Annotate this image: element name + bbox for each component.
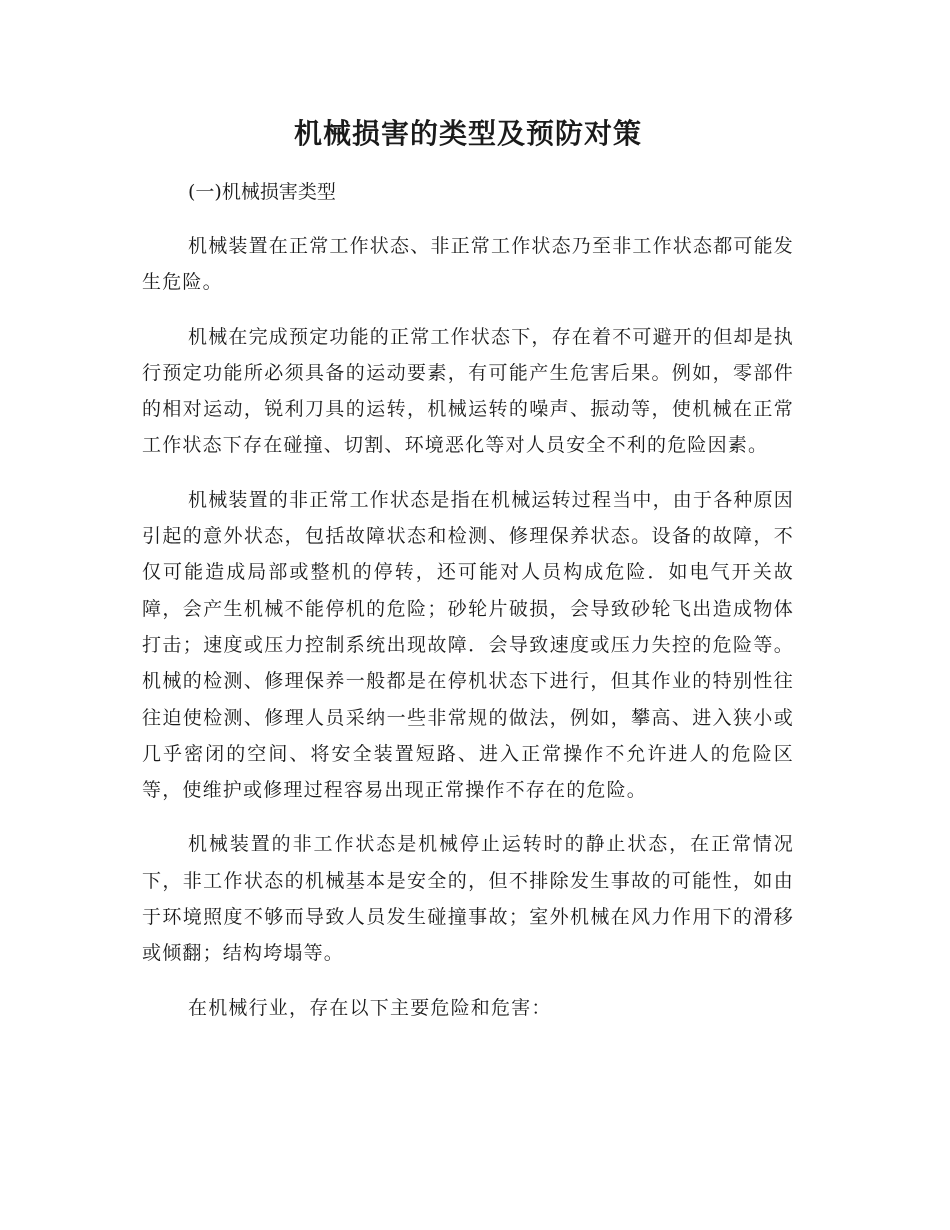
document-title: 机械损害的类型及预防对策 bbox=[293, 117, 642, 150]
paragraph-3: 机械装置的非正常工作状态是指在机械运转过程当中，由于各种原因引起的意外状态，包括故障状态和检测、修理保养状态。设备的故障，不仅可能造成局部或整机的停转，还可能对人员构成危险．如电气开关故障，会产生机械不能停机的危险；砂轮片破损，会导致砂轮飞出造成物体打击；速度或压力控制系统出现故障．会导致速度或压力失控的危险等。机械的检测、修理保养一般都是在停机状态下进行，但其作业的特别性往往迫使检测、修理人员采纳一些非常规的做法，例如，攀高、进入狭小或几乎密闭的空间、将安全装置短路、进入正常操作不允许进人的危险区等，使维护或修理过程容易出现正常操作不存在的危险。 bbox=[142, 488, 795, 802]
document-page bbox=[142, 112, 794, 1044]
section-heading: (一)机械损害类型 bbox=[188, 181, 336, 203]
paragraph-2: 机械在完成预定功能的正常工作状态下，存在着不可避开的但却是执行预定功能所必须具备的运动要素，有可能产生危害后果。例如，零部件的相对运动，锐利刀具的运转，机械运转的噪声、振动等，使机械在正常工作状态下存在碰撞、切割、环境恶化等对人员安全不利的危险因素。 bbox=[142, 325, 795, 457]
paragraph-1: 机械装置在正常工作状态、非正常工作状态乃至非工作状态都可能发生危险。 bbox=[142, 235, 795, 294]
paragraph-5: 在机械行业，存在以下主要危险和危害： bbox=[188, 996, 552, 1019]
paragraph-4: 机械装置的非工作状态是机械停止运转时的静止状态，在正常情况下，非工作状态的机械基本是安全的，但不排除发生事故的可能性，如由于环境照度不够而导致人员发生碰撞事故；室外机械在风力作用下的滑移或倾翻；结构垮塌等。 bbox=[142, 833, 794, 965]
